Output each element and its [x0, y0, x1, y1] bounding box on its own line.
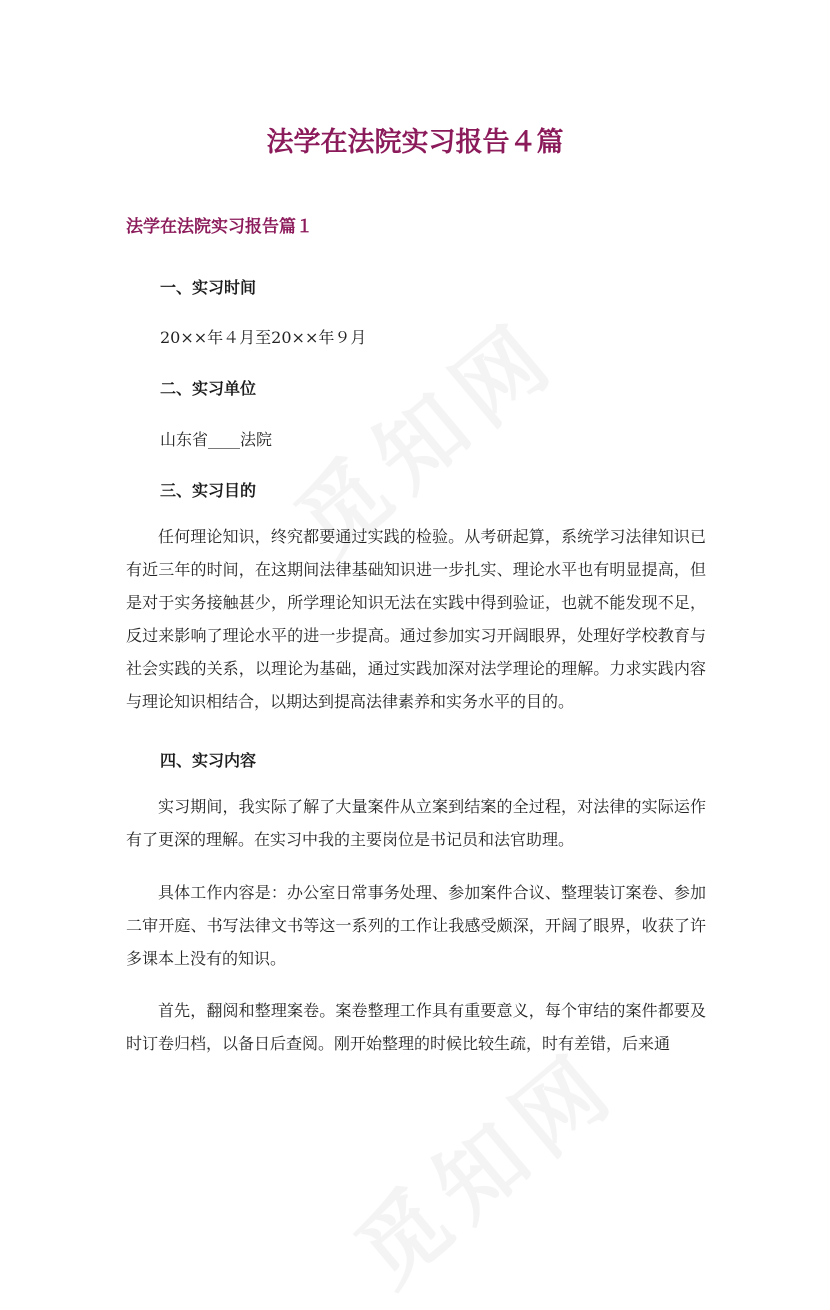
internship-unit-text: 山东省____法院: [160, 430, 273, 449]
section-title: 法学在法院实习报告篇１: [126, 217, 313, 237]
heading-internship-content: 四、实习内容: [160, 751, 257, 770]
paragraph-content-1: 实习期间，我实际了解了大量案件从立案到结案的全过程，对法律的实际运作有了更深的理解。在实习中我的主要岗位是书记员和法官助理。: [126, 797, 706, 849]
paragraph-content-3: 首先，翻阅和整理案卷。案卷整理工作具有重要意义，每个审结的案件都要及时订卷归档，以备日后查阅。刚开始整理的时候比较生疏，时有差错，后来通: [126, 1001, 706, 1053]
internship-time-text: 20××年４月至20××年９月: [160, 328, 367, 347]
heading-internship-unit: 二、实习单位: [160, 379, 257, 398]
heading-internship-time: 一、实习时间: [160, 278, 257, 297]
heading-internship-purpose: 三、实习目的: [160, 481, 257, 500]
paragraph-content-2: 具体工作内容是：办公室日常事务处理、参加案件合议、整理装订案卷、参加二审开庭、书写法律文书等这一系列的工作让我感受颇深，开阔了眼界，收获了许多课本上没有的知识。: [126, 883, 706, 968]
paragraph-purpose: 任何理论知识，终究都要通过实践的检验。从考研起算，系统学习法律知识已有近三年的时间，在这期间法律基础知识进一步扎实、理论水平也有明显提高，但是对于实务接触甚少，所学理论知识无法在实践中得到验证，也就不能发现不足，反过来影响了理论水平的进一步提高。通过参加实习开阔眼界，处理好学校教育与社会实践的关系，以理论为基础，通过实践加深对法学理论的理解。力求实践内容与理论知识相结合，以期达到提高法律素养和实务水平的目的。: [126, 527, 706, 711]
document-title: 法学在法院实习报告４篇: [266, 127, 564, 158]
